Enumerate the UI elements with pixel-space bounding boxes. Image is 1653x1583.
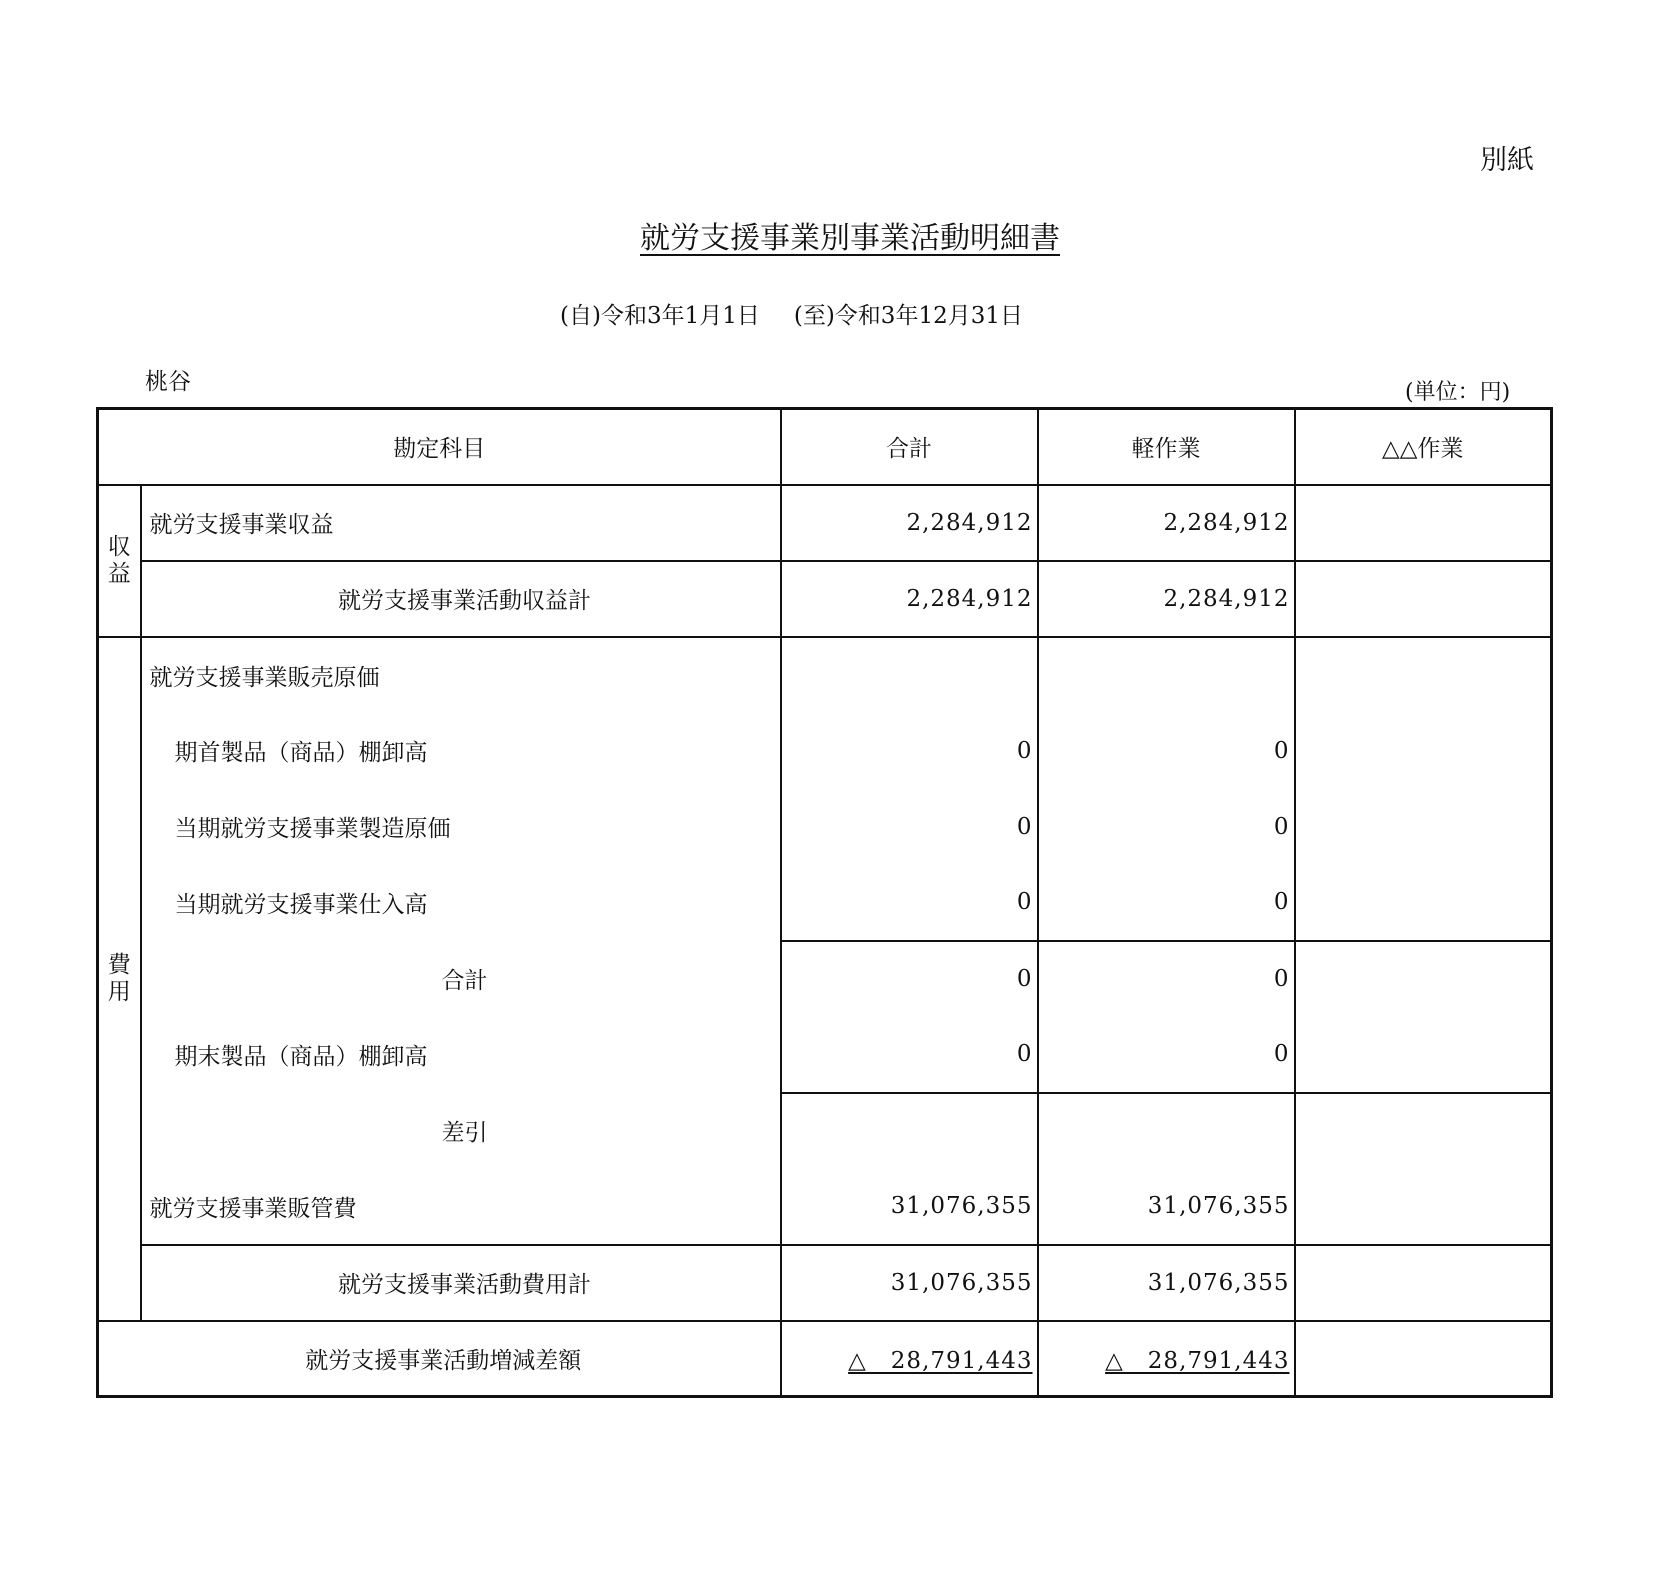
cell-light-work bbox=[1038, 1093, 1295, 1169]
cell-other-work bbox=[1295, 561, 1552, 637]
cell-light-work: 0 bbox=[1038, 789, 1295, 865]
column-header-total: 合計 bbox=[781, 409, 1038, 485]
period bbox=[560, 297, 1057, 330]
cell-total: △ 28,791,443 bbox=[781, 1321, 1038, 1397]
table-header-row bbox=[98, 409, 1552, 485]
cell-other-work bbox=[1295, 637, 1552, 713]
row-label: 当期就労支援事業仕入高 bbox=[141, 865, 781, 941]
table-row bbox=[98, 1245, 1552, 1321]
row-label: 就労支援事業活動増減差額 bbox=[98, 1321, 781, 1397]
table-row bbox=[98, 789, 1552, 865]
cell-light-work: 31,076,355 bbox=[1038, 1245, 1295, 1321]
cell-light-work: 0 bbox=[1038, 941, 1295, 1017]
cell-other-work bbox=[1295, 789, 1552, 865]
row-label: 合計 bbox=[141, 941, 781, 1017]
row-label: 期首製品（商品）棚卸高 bbox=[141, 713, 781, 789]
table-row bbox=[98, 1321, 1552, 1397]
cell-light-work: 2,284,912 bbox=[1038, 485, 1295, 561]
cell-total: 0 bbox=[781, 1017, 1038, 1093]
period-to: (至)令和3年12月31日 bbox=[793, 303, 1023, 329]
table-row bbox=[98, 713, 1552, 789]
cell-other-work bbox=[1295, 485, 1552, 561]
cell-total: 0 bbox=[781, 941, 1038, 1017]
table-row bbox=[98, 1169, 1552, 1245]
cell-light-work: 0 bbox=[1038, 1017, 1295, 1093]
cell-other-work bbox=[1295, 865, 1552, 941]
activity-statement-table bbox=[96, 407, 1553, 1398]
row-label: 期末製品（商品）棚卸高 bbox=[141, 1017, 781, 1093]
row-label: 就労支援事業収益 bbox=[141, 485, 781, 561]
cell-light-work bbox=[1038, 637, 1295, 713]
cell-total: 0 bbox=[781, 713, 1038, 789]
table-row bbox=[98, 1017, 1552, 1093]
cell-total: 2,284,912 bbox=[781, 561, 1038, 637]
cell-light-work: 2,284,912 bbox=[1038, 561, 1295, 637]
cell-other-work bbox=[1295, 1245, 1552, 1321]
cell-light-work: 0 bbox=[1038, 865, 1295, 941]
cell-other-work bbox=[1295, 713, 1552, 789]
column-header-light-work: 軽作業 bbox=[1038, 409, 1295, 485]
cell-total: 0 bbox=[781, 865, 1038, 941]
table-row bbox=[98, 865, 1552, 941]
column-header-other-work: △△作業 bbox=[1295, 409, 1552, 485]
cell-other-work bbox=[1295, 941, 1552, 1017]
row-label: 当期就労支援事業製造原価 bbox=[141, 789, 781, 865]
cell-other-work bbox=[1295, 1321, 1552, 1397]
cell-total: 0 bbox=[781, 789, 1038, 865]
cell-total: 31,076,355 bbox=[781, 1245, 1038, 1321]
table-row bbox=[98, 1093, 1552, 1169]
row-label: 就労支援事業販売原価 bbox=[141, 637, 781, 713]
period-from: (自)令和3年1月1日 bbox=[560, 303, 760, 329]
cell-total bbox=[781, 1093, 1038, 1169]
cell-other-work bbox=[1295, 1093, 1552, 1169]
row-label: 就労支援事業活動費用計 bbox=[141, 1245, 781, 1321]
table-row bbox=[98, 485, 1552, 561]
cell-total bbox=[781, 637, 1038, 713]
table-row bbox=[98, 637, 1552, 713]
organization-name: 桃谷 bbox=[145, 369, 191, 395]
cell-light-work: △ 28,791,443 bbox=[1038, 1321, 1295, 1397]
cell-light-work: 31,076,355 bbox=[1038, 1169, 1295, 1245]
section-label-revenue: 収 益 bbox=[98, 485, 141, 637]
unit-label: (単位：円) bbox=[1405, 380, 1511, 405]
column-header-item: 勘定科目 bbox=[98, 409, 781, 485]
row-label: 就労支援事業活動収益計 bbox=[141, 561, 781, 637]
row-label: 就労支援事業販管費 bbox=[141, 1169, 781, 1245]
cell-total: 2,284,912 bbox=[781, 485, 1038, 561]
attachment-label: 別紙 bbox=[1480, 145, 1534, 176]
cell-other-work bbox=[1295, 1017, 1552, 1093]
page-title: 就労支援事業別事業活動明細書 bbox=[640, 221, 1060, 256]
row-label: 差引 bbox=[141, 1093, 781, 1169]
table-row bbox=[98, 561, 1552, 637]
cell-light-work: 0 bbox=[1038, 713, 1295, 789]
section-label-expense: 費 用 bbox=[98, 637, 141, 1321]
cell-total: 31,076,355 bbox=[781, 1169, 1038, 1245]
cell-other-work bbox=[1295, 1169, 1552, 1245]
table-row bbox=[98, 941, 1552, 1017]
